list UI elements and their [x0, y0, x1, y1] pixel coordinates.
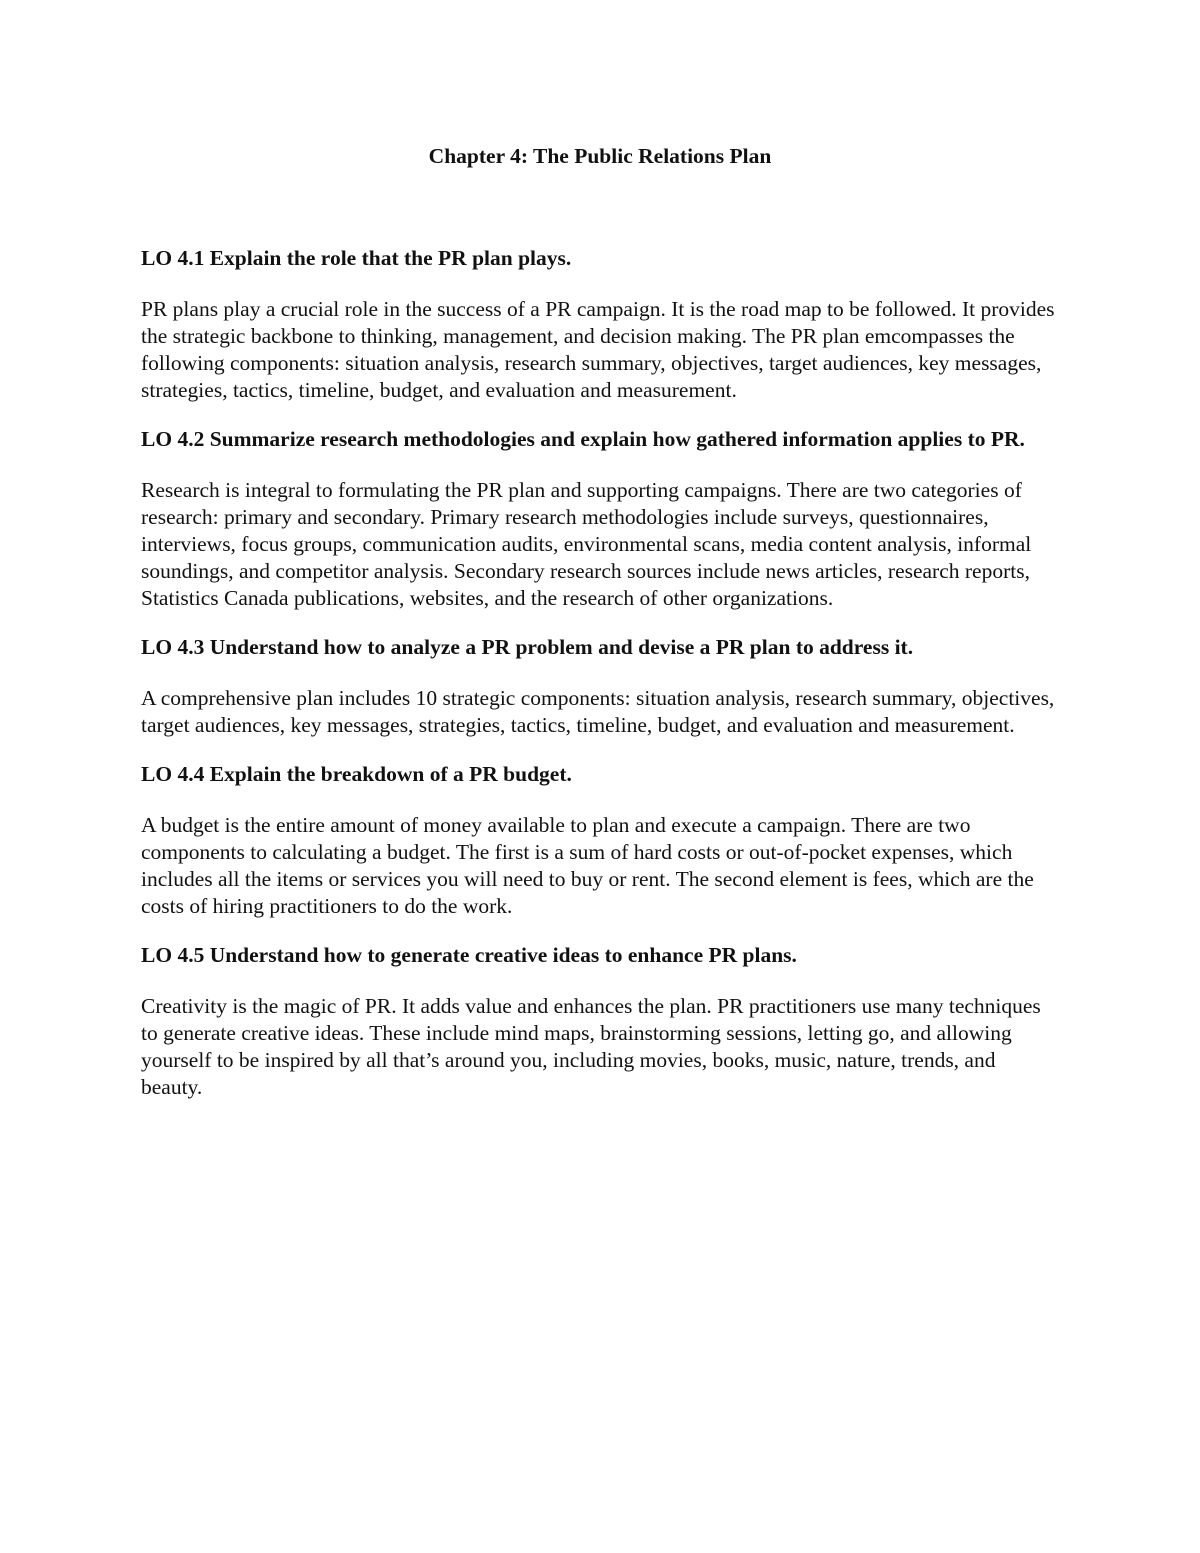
section-lo-4-1	[141, 245, 1056, 404]
section-lo-4-3	[141, 634, 1056, 739]
document-body	[141, 245, 1056, 1123]
section-paragraph: A comprehensive plan includes 10 strategic components: situation analysis, research summary, objectives, target audiences, key messages, strategies, tactics, timeline, budget, and evaluation and measurement.	[141, 686, 1055, 737]
page-title: Chapter 4: The Public Relations Plan	[428, 144, 772, 168]
section-lo-4-2	[141, 426, 1056, 612]
section-heading: LO 4.2 Summarize research methodologies and explain how gathered information applies to PR.	[141, 427, 1025, 451]
section-paragraph: Research is integral to formulating the PR plan and supporting campaigns. There are two categories of research: primary and secondary. Primary research methodologies include surveys, questionnaires, interviews, focus groups, communication audits, environmental scans, media content analysis, informal soundings, and competitor analysis. Secondary research sources include news articles, research reports, Statistics Canada publications, websites, and the research of other organizations.	[141, 478, 1032, 610]
section-heading: LO 4.3 Understand how to analyze a PR problem and devise a PR plan to address it.	[141, 635, 914, 659]
section-lo-4-5	[141, 942, 1056, 1101]
section-heading: LO 4.4 Explain the breakdown of a PR budget.	[141, 762, 572, 786]
section-paragraph: Creativity is the magic of PR. It adds value and enhances the plan. PR practitioners use many techniques to generate creative ideas. These include mind maps, brainstorming sessions, letting go, and allowing yourself to be inspired by all that’s around you, including movies, books, music, nature, trends, and beauty.	[141, 994, 1041, 1099]
section-paragraph: A budget is the entire amount of money available to plan and execute a campaign. There are two components to calculating a budget. The first is a sum of hard costs or out-of-pocket expenses, which includes all the items or services you will need to buy or rent. The second element is fees, which are the costs of hiring practitioners to do the work.	[141, 813, 1034, 918]
section-paragraph: PR plans play a crucial role in the success of a PR campaign. It is the road map to be followed. It provides the strategic backbone to thinking, management, and decision making. The PR plan emcompasses the following components: situation analysis, research summary, objectives, target audiences, key messages, strategies, tactics, timeline, budget, and evaluation and measurement.	[141, 297, 1055, 402]
section-heading: LO 4.5 Understand how to generate creative ideas to enhance PR plans.	[141, 943, 797, 967]
section-lo-4-4	[141, 761, 1056, 920]
section-heading: LO 4.1 Explain the role that the PR plan plays.	[141, 246, 572, 270]
